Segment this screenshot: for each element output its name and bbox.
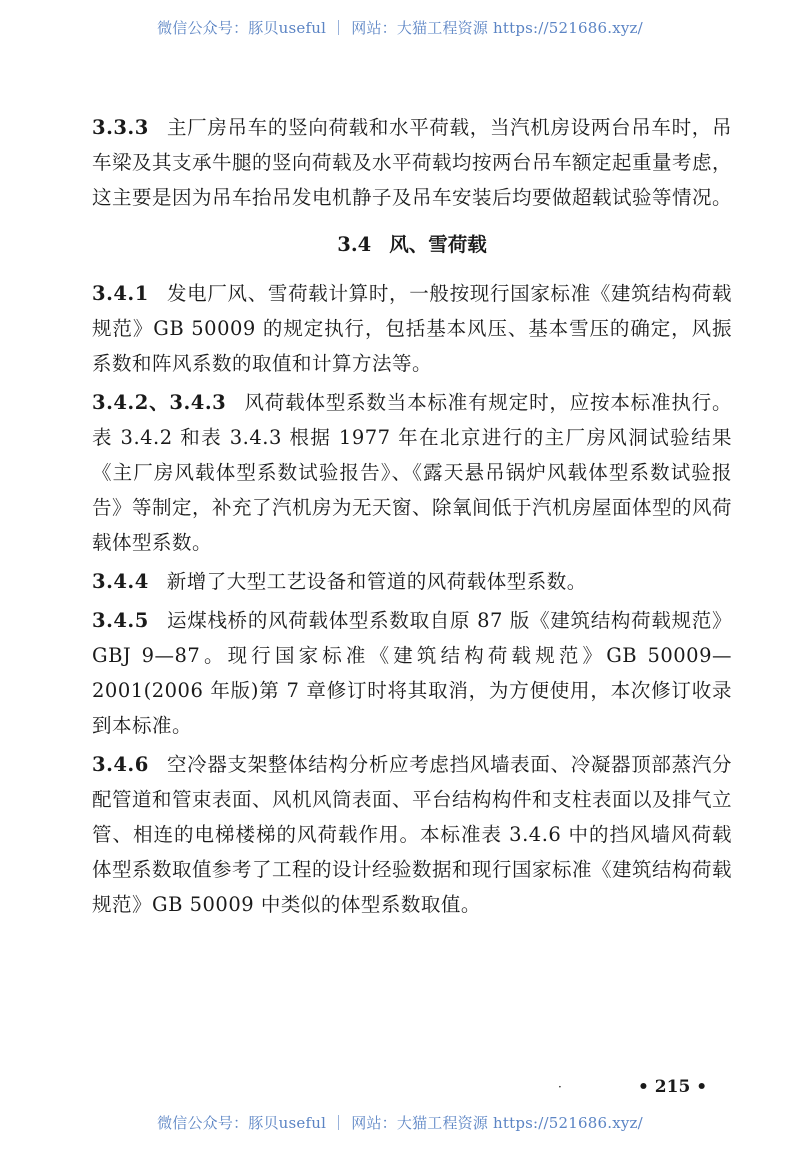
clause-text: 主厂房吊车的竖向荷载和水平荷载，当汽机房设两台吊车时，吊车梁及其支承牛腿的竖向荷载及水平荷载均按两台吊车额定起重量考虑，这主要是因为吊车抬吊发电机静子及吊车安装后均要做超载试验等情况。	[92, 116, 733, 209]
clause-3-4-2-3	[92, 385, 732, 560]
clause-3-3-3	[92, 110, 732, 215]
clause-text: 风荷载体型系数当本标准有规定时，应按本标准执行。表 3.4.2 和表 3.4.3 根据 1977 年在北京进行的主厂房风洞试验结果《主厂房风载体型系数试验报告》、《露天悬吊锅炉风载体型系数试验报告》等制定，补充了汽机房为无天窗、除氧间低于汽机房屋面体型的风荷载体型系数。	[92, 391, 733, 554]
clause-number: 3.3.3	[92, 116, 149, 139]
section-heading	[92, 227, 732, 262]
clause-3-4-5	[92, 603, 732, 743]
page-number: • 215 •	[638, 1077, 708, 1097]
clause-number: 3.4.1	[92, 282, 149, 305]
clause-text: 新增了大型工艺设备和管道的风荷载体型系数。	[166, 570, 587, 593]
clause-number: 3.4.6	[92, 753, 149, 776]
clause-3-4-1	[92, 276, 732, 381]
watermark-footer: 微信公众号：豚贝useful ｜ 网站：大猫工程资源 https://521686.xyz/	[157, 1114, 643, 1132]
watermark-header: 微信公众号：豚贝useful ｜ 网站：大猫工程资源 https://521686.xyz/	[157, 19, 643, 37]
clause-3-4-4	[92, 564, 732, 599]
clause-number: 3.4.4	[92, 570, 149, 593]
page-body	[92, 110, 732, 926]
clause-text: 运煤栈桥的风荷载体型系数取自原 87 版《建筑结构荷载规范》GBJ 9—87。现行国家标准《建筑结构荷载规范》GB 50009—2001(2006 年版)第 7 章修订时将其取消，为方便使用，本次修订收录到本标准。	[92, 609, 732, 737]
section-number: 3.4	[337, 233, 372, 256]
clause-3-4-6	[92, 747, 732, 922]
clause-text: 空冷器支架整体结构分析应考虑挡风墙表面、冷凝器顶部蒸汽分配管道和管束表面、风机风筒表面、平台结构构件和支柱表面以及排气立管、相连的电梯楼梯的风荷载作用。本标准表 3.4.6 中的挡风墙风荷载体型系数取值参考了工程的设计经验数据和现行国家标准《建筑结构荷载规范》GB 50009 中类似的体型系数取值。	[92, 753, 733, 916]
section-title: 风、雪荷载	[389, 233, 487, 256]
clause-text: 发电厂风、雪荷载计算时，一般按现行国家标准《建筑结构荷载规范》GB 50009 的规定执行，包括基本风压、基本雪压的确定，风振系数和阵风系数的取值和计算方法等。	[92, 282, 732, 375]
clause-number: 3.4.2、3.4.3	[92, 391, 227, 414]
clause-number: 3.4.5	[92, 609, 149, 632]
stray-mark: ·	[558, 1080, 562, 1094]
